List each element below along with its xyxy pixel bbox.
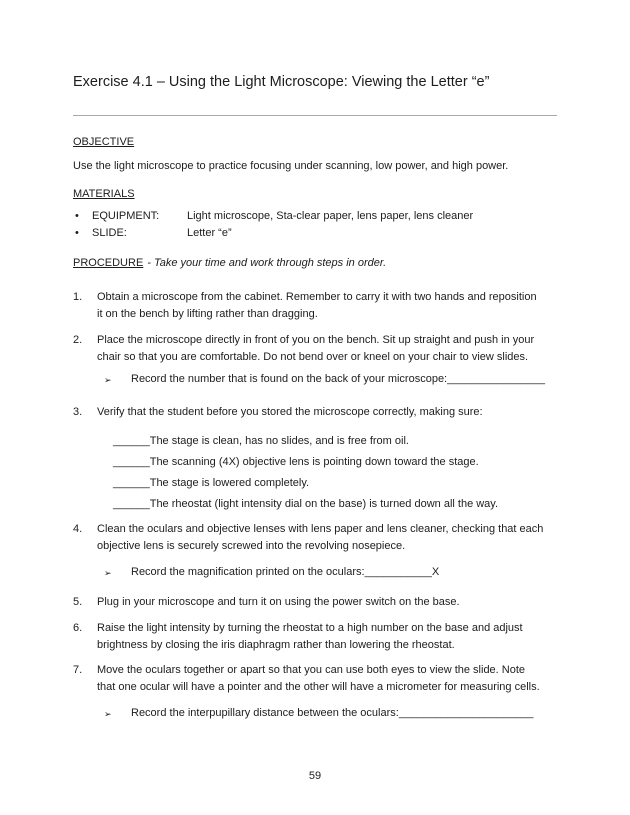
step-text	[97, 620, 557, 654]
step-text-line: that one ocular will have a pointer and the other will have a micrometer for measuring cells.	[97, 681, 540, 693]
checklist-blank: ______	[113, 477, 150, 489]
step-number: 6.	[73, 622, 83, 634]
step-text	[97, 521, 557, 555]
exercise-title: Exercise 4.1 – Using the Light Microscope: Viewing the Letter “e”	[73, 74, 490, 90]
record-text	[131, 371, 545, 390]
procedure-step-5	[73, 594, 557, 611]
step-text-line: brightness by closing the iris diaphragm rather than lowering the rheostat.	[97, 639, 455, 651]
step-text	[97, 662, 557, 696]
step-text-line: objective lens is securely screwed into the revolving nosepiece.	[97, 540, 406, 552]
step-text-line: Verify that the student before you stored the microscope correctly, making sure:	[97, 406, 483, 418]
bullet-icon: •	[75, 227, 79, 239]
storage-checklist	[113, 431, 557, 515]
record-blank: ______________________	[398, 707, 534, 719]
step-text	[97, 594, 557, 611]
step-text-line: Place the microscope directly in front of you on the bench. Sit up straight and push in your	[97, 334, 535, 346]
step-text-line: Clean the oculars and objective lenses with lens paper and lens cleaner, checking that each	[97, 523, 544, 535]
checklist-text: The stage is lowered completely.	[149, 477, 310, 489]
step-text-line: chair so that you are comfortable. Do not bend over or kneel on your chair to view slides.	[97, 351, 529, 363]
checklist-item	[113, 431, 557, 452]
materials-label: EQUIPMENT:	[92, 210, 160, 222]
record-blank: ________________	[447, 373, 546, 385]
step-text	[97, 332, 557, 366]
checklist-blank: ______	[113, 498, 150, 510]
step-text-line: Move the oculars together or apart so that you can use both eyes to view the slide. Note	[97, 664, 526, 676]
procedure-heading: PROCEDURE	[73, 257, 144, 269]
step-number: 3.	[73, 406, 83, 418]
checklist-text: The rheostat (light intensity dial on the base) is turned down all the way.	[149, 498, 499, 510]
procedure-step-4	[73, 521, 557, 555]
step-text	[97, 404, 557, 421]
materials-value: Light microscope, Sta-clear paper, lens paper, lens cleaner	[187, 210, 474, 222]
record-label: Record the magnification printed on the oculars:	[131, 566, 365, 578]
checklist-text: The scanning (4X) objective lens is pointing down toward the stage.	[149, 456, 479, 468]
step-number: 4.	[73, 523, 83, 535]
record-text	[131, 705, 533, 724]
arrow-bullet-icon: ➢	[104, 569, 112, 579]
step-text	[97, 289, 557, 323]
materials-value: Letter “e”	[187, 227, 232, 239]
step-number: 5.	[73, 596, 83, 608]
procedure-note: - Take your time and work through steps in order.	[147, 257, 387, 269]
record-label: Record the number that is found on the back of your microscope:	[131, 373, 448, 385]
objective-heading: OBJECTIVE	[73, 136, 135, 148]
procedure-step-1	[73, 289, 557, 323]
materials-heading: MATERIALS	[73, 188, 135, 200]
procedure-heading-line	[73, 255, 557, 272]
arrow-bullet-icon: ➢	[104, 376, 112, 386]
checklist-item	[113, 452, 557, 473]
materials-list	[73, 208, 557, 242]
materials-item-slide	[73, 225, 557, 242]
record-text	[131, 564, 439, 583]
objective-text: Use the light microscope to practice focusing under scanning, low power, and high power.	[73, 160, 509, 172]
record-suffix: X	[431, 566, 440, 578]
record-line-microscope-number	[104, 371, 557, 390]
step-text-line: Plug in your microscope and turn it on using the power switch on the base.	[97, 596, 460, 608]
step-number: 7.	[73, 664, 83, 676]
record-line-interpupillary-distance	[104, 705, 557, 724]
record-line-ocular-magnification	[104, 564, 557, 583]
materials-item-equipment	[73, 208, 557, 225]
step-number: 1.	[73, 291, 83, 303]
title-divider	[73, 115, 557, 116]
page-number: 59	[308, 770, 322, 782]
bullet-icon: •	[75, 210, 79, 222]
procedure-step-7	[73, 662, 557, 696]
procedure-step-6	[73, 620, 557, 654]
arrow-bullet-icon: ➢	[104, 710, 112, 720]
record-label: Record the interpupillary distance between the oculars:	[131, 707, 399, 719]
checklist-text: The stage is clean, has no slides, and is free from oil.	[149, 435, 409, 447]
procedure-step-3	[73, 404, 557, 421]
materials-label: SLIDE:	[92, 227, 127, 239]
record-blank: ___________	[364, 566, 432, 578]
checklist-item	[113, 494, 557, 515]
step-text-line: Obtain a microscope from the cabinet. Remember to carry it with two hands and reposition	[97, 291, 537, 303]
checklist-item	[113, 473, 557, 494]
step-text-line: Raise the light intensity by turning the rheostat to a high number on the base and adjust	[97, 622, 523, 634]
step-text-line: it on the bench by lifting rather than dragging.	[97, 308, 318, 320]
procedure-step-2	[73, 332, 557, 366]
checklist-blank: ______	[113, 456, 150, 468]
checklist-blank: ______	[113, 435, 150, 447]
step-number: 2.	[73, 334, 83, 346]
